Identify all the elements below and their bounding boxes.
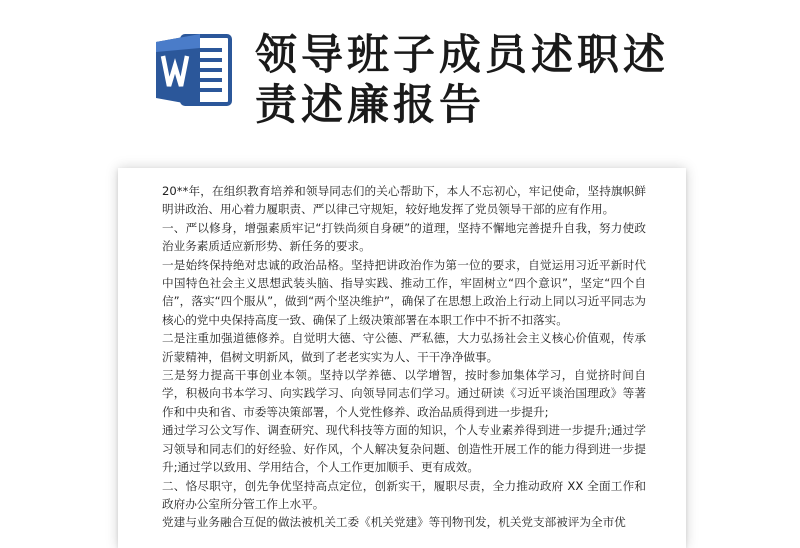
word-document-icon xyxy=(152,28,236,112)
document-body xyxy=(162,182,646,532)
paragraph: 二、恪尽职守，创先争优坚持高点定位，创新实干，履职尽责，全力推动政府 XX 全面工作和政府办公室所分管工作上水平。 xyxy=(162,478,646,511)
paragraph: 通过学习公文写作、调查研究、现代科技等方面的知识，个人专业素养得到进一步提升;通过学习领导和同志们的好经验、好作风，个人解决复杂问题、创造性开展工作的能力得到进一步提升;通过学以致用、学用结合，个人工作更加顺手、更有成效。 xyxy=(162,423,646,475)
title-line-1: 领导班子成员述职述 xyxy=(255,30,670,79)
paragraph: 一是始终保持绝对忠诚的政治品格。坚持把讲政治作为第一位的要求，自觉运用习近平新时代中国特色社会主义思想武装头脑、指导实践、推动工作，牢固树立“四个意识”，坚定“四个自信”，落实“四个服从”，做到“两个坚决维护”，确保了在思想上政治上行动上同以习近平同志为核心的党中央保持高度一致、确保了上级决策部署在本职工作中不折不扣落实。 xyxy=(162,257,646,327)
page-title xyxy=(255,30,755,130)
paragraph: 二是注重加强道德修养。自觉明大德、守公德、严私德，大力弘扬社会主义核心价值观，传承沂蒙精神，倡树文明新风，做到了老老实实为人、干干净净做事。 xyxy=(162,331,646,364)
document-preview xyxy=(118,168,686,548)
paragraph: 20**年，在组织教育培养和领导同志们的关心帮助下，本人不忘初心，牢记使命，坚持旗帜鲜明讲政治、用心着力履职责、严以律己守规矩，较好地发挥了党员领导干部的应有作用。 xyxy=(162,184,646,217)
paragraph: 三是努力提高干事创业本领。坚持以学养德、以学增智，按时参加集体学习，自觉挤时间自学，积极向书本学习、向实践学习、向领导同志们学习。通过研读《习近平谈治国理政》等著作和中央和省、市委等决策部署，个人党性修养、政治品质得到进一步提升; xyxy=(162,368,646,419)
paragraph: 党建与业务融合互促的做法被机关工委《机关党建》等刊物刊发，机关党支部被评为全市优 xyxy=(162,515,626,530)
title-line-2: 责述廉报告 xyxy=(255,80,486,129)
paragraph: 一、严以修身，增强素质牢记“打铁尚须自身硬”的道理，坚持不懈地完善提升自我，努力使政治业务素质适应新形势、新任务的要求。 xyxy=(162,220,646,254)
header xyxy=(0,0,800,140)
